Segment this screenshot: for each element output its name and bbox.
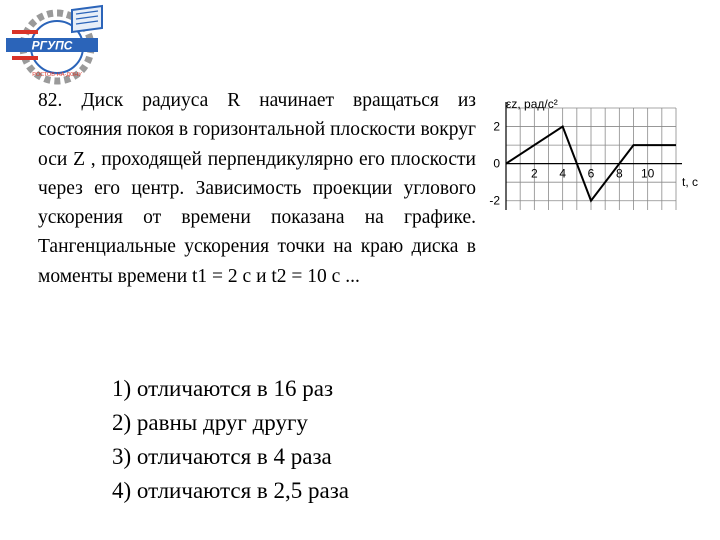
university-logo [2,2,114,86]
y-tick-label: 0 [493,156,500,171]
x-tick-label: 4 [559,166,567,181]
x-tick-label: 8 [615,166,623,181]
answer-option: 3) отличаются в 4 раза [112,444,332,469]
logo-ring-text: РОСТОВ-НА-ДОНУ [32,72,82,78]
chart-grid [506,108,676,210]
logo-text: РГУПС [31,38,73,53]
answer-option: 4) отличаются в 2,5 раза [112,478,350,503]
chart-x-label: t, с [682,175,699,189]
y-tick-label: 2 [493,119,500,134]
angular-acceleration-chart [476,90,706,222]
answer-option: 1) отличаются в 16 раз [112,376,334,401]
x-tick-label: 6 [587,166,595,181]
chart-y-label: εz, рад/с² [506,97,558,111]
chart-axes [506,102,682,210]
x-tick-label: 10 [640,166,655,181]
y-tick-label: -2 [489,193,500,208]
x-tick-label: 2 [530,166,538,181]
answer-option: 2) равны друг другу [112,410,308,435]
answer-list [112,372,349,508]
problem-text: 82. Диск радиуса R начинает вращаться из состояния покоя в горизонтальной плоскости вокруг оси Z , проходящей перпендикулярно его плоскости через его центр. Зависимость проекции углового ускорения от времени показана на графике. Тангенциальные ускорения точки на краю диска в моменты времени t1 = 2 с и t2 = 10 с ... [38,90,476,287]
